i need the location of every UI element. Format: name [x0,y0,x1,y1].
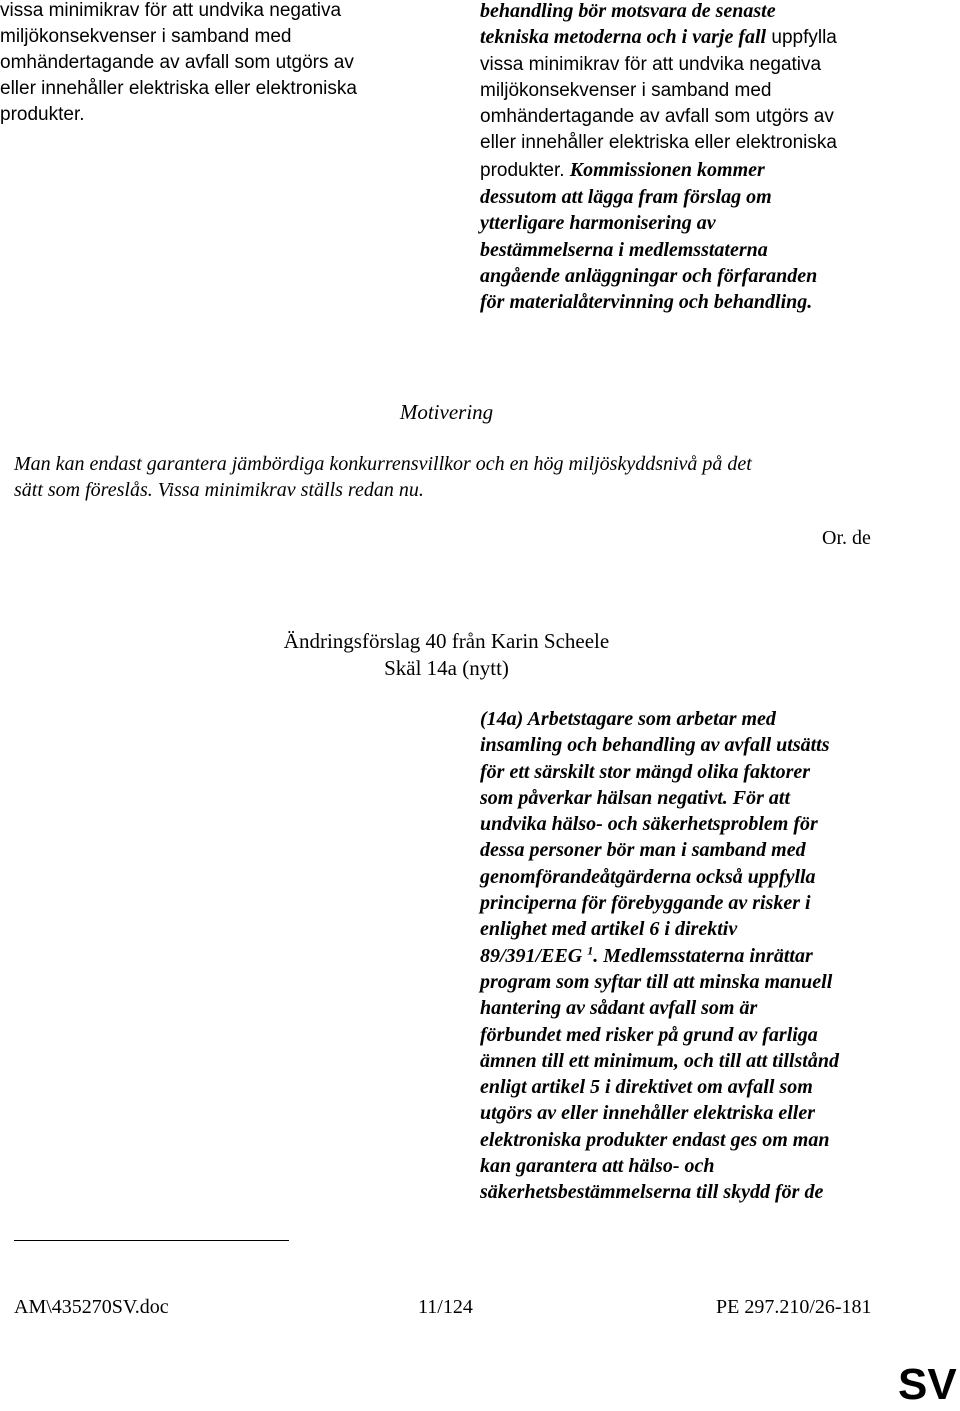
amendment-subtitle: Skäl 14a (nytt) [384,656,509,680]
justification-text [14,451,894,503]
justification-line: Man kan endast garantera jämbördiga konkurrensvillkor och en hög miljöskyddsnivå på det [14,453,752,475]
left-line: eller innehåller elektriska eller elektroniska [0,78,357,99]
justification-heading: Motivering [399,400,494,424]
left-column-text [0,0,440,128]
footnote-marker[interactable]: 1 [587,943,594,958]
footer-doc-ref: AM\435270SV.doc [14,1296,169,1318]
language-badge: SV [898,1360,957,1409]
right-column-text [480,0,920,316]
amendment-line: principerna för förebyggande av risker i [480,892,811,915]
amendment-line: för ett särskilt stor mängd olika faktorer [480,760,811,783]
right-line: angående anläggningar och förfaranden [480,264,818,287]
amendment-line: program som syftar till att minska manuell [480,970,833,993]
amendment-line: elektroniska produkter endast ges om man [480,1128,830,1151]
right-line: behandling bör motsvara de senaste [480,0,776,22]
amendment-line: insamling och behandling av avfall utsätts [480,734,830,757]
right-line-emphasis: Kommissionen kommer [569,158,765,181]
footer-pe-ref: PE 297.210/26-181 [716,1296,872,1318]
right-line: omhändertagande av avfall som utgörs av [480,106,834,128]
right-line [480,157,920,184]
amendment-line: (14a) Arbetstagare som arbetar med [480,708,776,730]
amendment-line: undvika hälso- och säkerhetsproblem för [480,813,818,836]
amendment-line: enligt artikel 5 i direktivet om avfall som [480,1076,813,1099]
right-line: vissa minimikrav för att undvika negativa [480,53,822,75]
amendment-title: Ändringsförslag 40 från Karin Scheele [283,629,610,653]
amendment-line: säkerhetsbestämmelserna till skydd för de [480,1181,824,1204]
amendment-line: hantering av sådant avfall som är [480,997,758,1020]
amendment-line: som påverkar hälsan negativt. För att [480,786,791,809]
right-line-emphasis: tekniska metoderna och i varje fall [480,26,767,49]
amendment-line: kan garantera att hälso- och [480,1155,715,1178]
right-line: för materialåtervinning och behandling. [480,291,813,314]
left-line: produkter. [0,104,85,125]
left-line: omhändertagande av avfall som utgörs av [0,52,354,73]
amendment-header [0,628,893,682]
original-language-marker: Or. de [822,527,871,549]
left-line: miljökonsekvenser i samband med [0,26,292,47]
footer-page-number: 11/124 [418,1296,473,1318]
left-line: vissa minimikrav för att undvika negativa [0,0,342,21]
amendment-line: förbundet med risker på grund av farliga [480,1023,818,1046]
amendment-line: utgörs av eller innehåller elektriska eller [480,1102,815,1125]
amendment-line: enlighet med artikel 6 i direktiv [480,918,738,941]
justification-line: sätt som föreslås. Vissa minimikrav ställs redan nu. [14,479,424,501]
footnote-separator [14,1240,289,1241]
right-line: eller innehåller elektriska eller elektroniska [480,132,837,154]
amendment-text [480,706,910,1206]
directive-reference: 89/391/EEG [480,944,588,967]
right-line: ytterligare harmonisering av [480,212,716,235]
right-line-plain: produkter. [480,159,570,181]
right-line: bestämmelserna i medlemsstaterna [480,238,768,261]
right-line-plain: uppfylla [766,27,837,49]
amendment-line-rest: . Medlemsstaterna inrättar [593,944,813,967]
amendment-line: dessa personer bör man i samband med [480,839,806,862]
amendment-line [480,943,910,969]
amendment-line: ämnen till ett minimum, och till att tillstånd [480,1049,839,1072]
right-line: miljökonsekvenser i samband med [480,79,772,101]
right-line: dessutom att lägga fram förslag om [480,186,772,209]
amendment-line: genomförandeåtgärderna också uppfylla [480,865,816,888]
right-line [480,24,920,51]
